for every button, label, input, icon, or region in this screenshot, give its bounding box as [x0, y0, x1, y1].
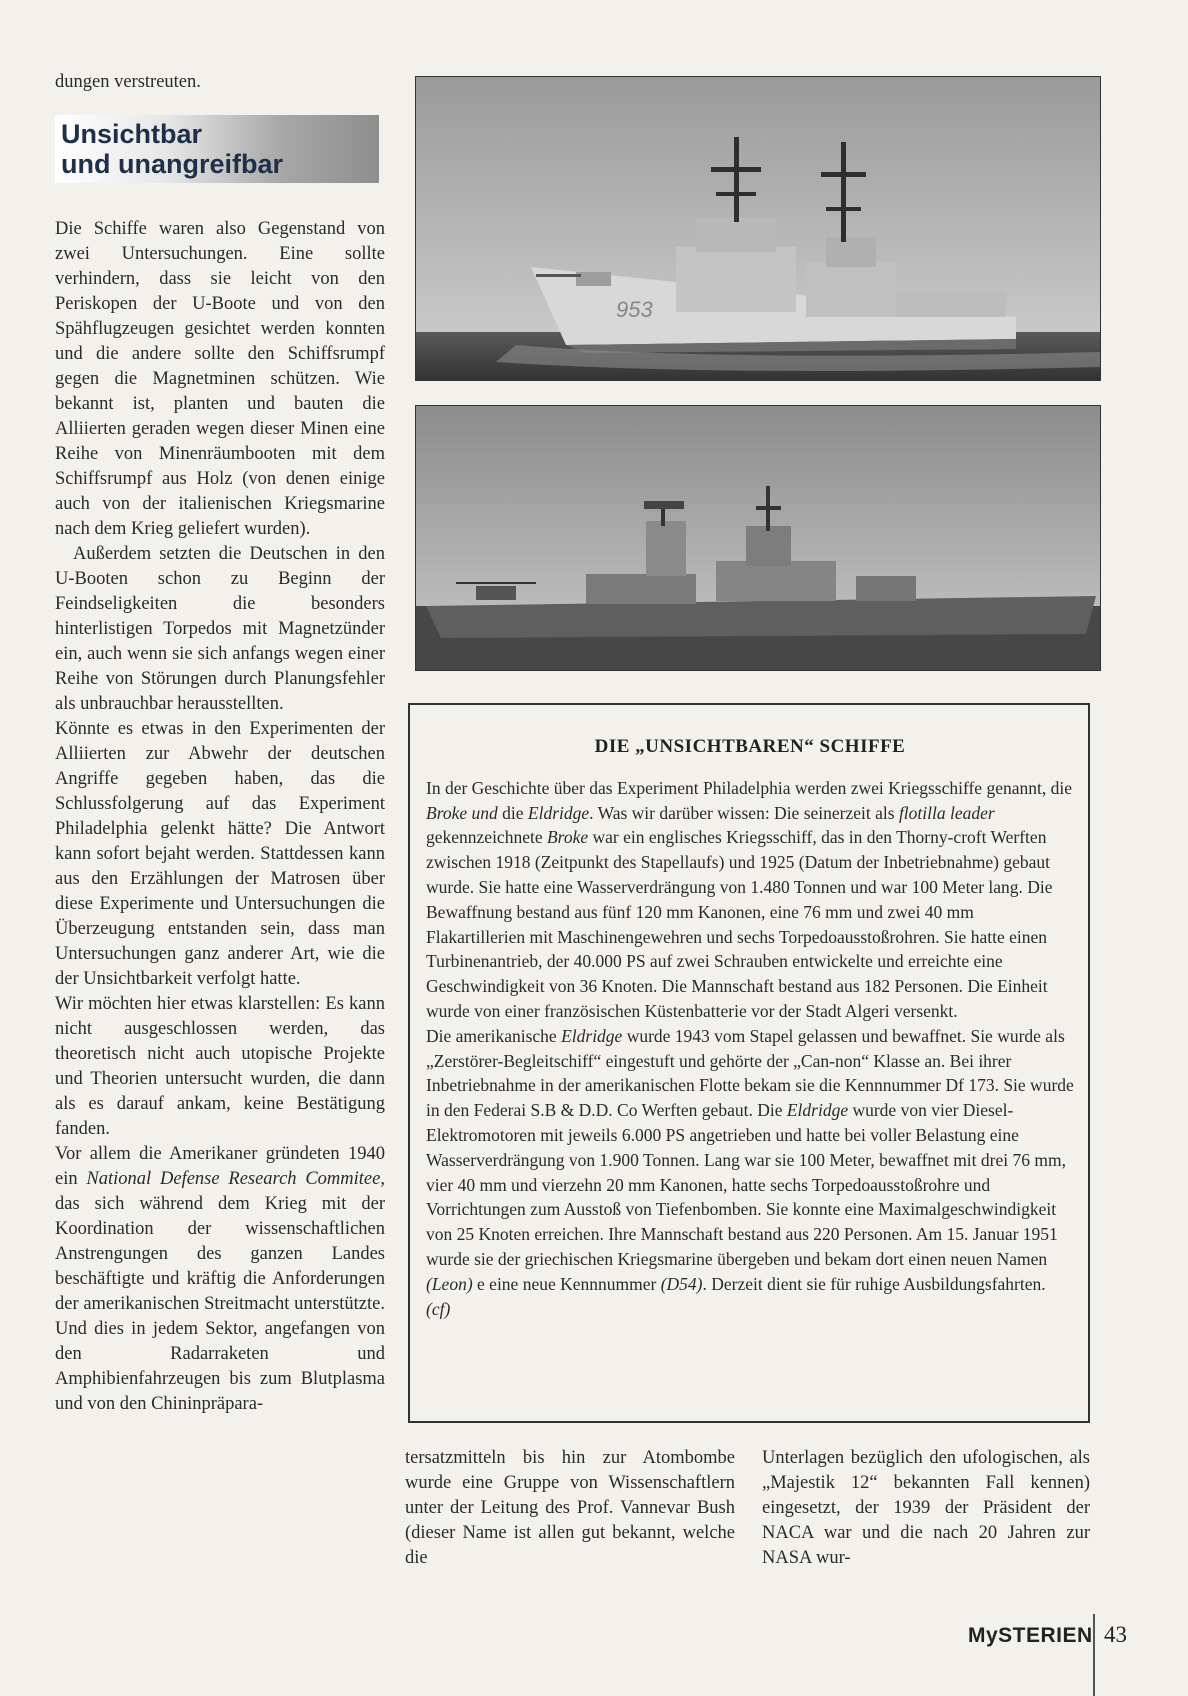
ship-name-eldridge: Eldridge: [786, 1100, 849, 1121]
hull-code-d54: (D54): [660, 1273, 703, 1294]
paragraph-5-committee-name: National Defense Research Commitee: [86, 1169, 381, 1189]
ship-name-broke: Broke: [546, 827, 589, 848]
section-heading: [55, 115, 379, 183]
ship-name-broke: Broke und: [426, 802, 498, 823]
middle-column: [405, 1446, 735, 1571]
paragraph-2: Außerdem setzten die Deutschen in den U-Booten schon zu Beginn der Feindseligkeiten die besonders hinterlistigen Torpedos mit Magnetzünder ein, auch wenn sie sich anfangs wegen einer Reihe von Störungen durch Planungsfehler als unbrauchbar herausstellten.: [55, 544, 385, 714]
box-p1-text: In der Geschichte über das Experiment Philadelphia werden zwei Kriegsschiffe genannt, die: [426, 777, 1072, 798]
paragraph-4: Wir möchten hier etwas klarstellen: Es kann nicht ausgeschlossen werden, das theoretisch nicht auch utopische Projekte und Theorien untersucht wurden, die dann als es darauf ankam, keine Bestätigung fanden.: [55, 994, 385, 1139]
heading-line-1: Unsichtbar: [61, 119, 203, 149]
box-p1-text: war ein englisches Kriegsschiff, das in den Thorny-croft Werften zwischen 1918 (Zeitpunkt des Stapellaufs) und 1925 (Datum der Inbetriebnahme) gebaut wurde. Sie hatte eine Wasserverdrängung von 1.480 Tonnen und war 100 Meter lang. Die Bewaffnung bestand aus fünf 120 mm Kanonen, eine 76 mm und zwei 40 mm Flakartillerien mit Maschinengewehren und sechs Torpedoausstoßrohren. Sie hatte einen Turbinenantrieb, der 40.000 PS auf zwei Schrauben entwickelte und erreichte eine Geschwindigkeit von 36 Knoten. Die Mannschaft bestand aus 182 Personen. Die Einheit wurde von einer französischen Küstenbatterie vor der Stadt Algeri versenkt.: [426, 827, 1053, 1021]
frigate-image: [416, 406, 1100, 670]
magazine-logo: MySTERIEN: [968, 1624, 1093, 1647]
box-title: DIE „UNSICHTBAREN“ SCHIFFE: [594, 736, 906, 757]
box-p2-text: wurde von vier Diesel-Elektromotoren mit jeweils 6.000 PS angetrieben und hatte bei voller Belastung eine Wasserverdrängung von 1.900 Tonnen. Lang war sie 100 Meter, bewaffnet mit drei 76 mm, vier 40 mm und vierzehn 20 mm Kanonen, hatte sechs Torpedoausstoßrohre und Vorrichtungen zum Ausstoß von Tiefenbomben. Sie konnte eine Maximalgeschwindigkeit von 25 Knoten erreichen. Ihre Mannschaft bestand aus 220 Personen. Am 15. Januar 1951 wurde sie der griechischen Kriegsmarine übergeben und bekam dort einen neuen Namen: [426, 1100, 1066, 1269]
paragraph-3: Könnte es etwas in den Experimenten der Alliierten zur Abwehr der deutschen Angriffe gegeben haben, das die Schlussfolgerung auf das Experiment Philadelphia gelenkt hätte? Die Antwort kann sofort bejaht werden. Stattdessen kann aus den Erzählungen der Matrosen über diese Experimente und Untersuchungen die Überzeugung entstanden sein, dass man Untersuchungen ganz anderer Art, wie die der Unsichtbarkeit verfolgt hatte.: [55, 719, 385, 989]
left-column: [55, 70, 385, 1417]
box-p1-text: . Was wir darüber wissen: Die seinerzeit als: [589, 802, 899, 823]
term-flotilla-leader: flotilla leader: [898, 802, 995, 823]
paragraph-5-text-b: , das sich während dem Krieg mit der Koordination der wissenschaftlichen Anstrengungen des ganzen Landes beschäftigte und kräftig die Anforderungen der amerikanischen Streitmacht unterstützte. Und dies in jedem Sektor, angefangen von den Radarraketen und Amphibienfahrzeugen bis zum Blutplasma und von den Chininpräpara-: [55, 1169, 385, 1414]
box-paragraph-1: [426, 776, 1074, 1024]
ship-photo-frigate: [415, 405, 1101, 671]
footer-divider: [1093, 1614, 1095, 1696]
ship-name-eldridge: Eldridge: [527, 802, 590, 823]
sidebar-box: [408, 703, 1090, 1423]
paragraph-5: [55, 1142, 385, 1417]
intro-fragment: dungen verstreuten.: [55, 72, 201, 92]
box-p2-text: . Derzeit dient sie für ruhige Ausbildungsfahrten.: [702, 1273, 1046, 1294]
ship-name-leon: (Leon): [426, 1273, 473, 1294]
box-paragraph-2: [426, 1024, 1074, 1322]
hull-number-text: 953: [616, 297, 653, 322]
box-p2-text: wurde 1943 vom Stapel gelassen und bewaffnet. Sie wurde als „Zerstörer-Begleitschiff“ eingestuft und gehörte der „Can-non“ Klasse an. Bei ihrer Inbetriebnahme in der amerikanischen Flotte bekam sie die Kennnummer Df 173. Sie wurde in den Federai S.B & D.D. Co Werften gebaut. Die: [426, 1025, 1074, 1121]
box-p1-text: die: [497, 802, 528, 823]
author-initials: (cf): [426, 1298, 451, 1319]
box-p1-text: gekennzeichnete: [426, 827, 547, 848]
ship-photo-destroyer: [415, 76, 1101, 381]
paragraph-1: Die Schiffe waren also Gegenstand von zwei Untersuchungen. Eine sollte verhindern, dass sie leicht von den Periskopen der U-Boote und von den Spähflugzeugen gesichtet werden konnten und die andere sollte den Schiffsrumpf gegen die Magnetminen schützen. Wie bekannt ist, planten und bauten die Alliierten geraden wegen dieser Minen eine Reihe von Minenräumbooten mit dem Schiffsrumpf aus Holz (von denen einige auch von der italienischen Kriegsmarine nach dem Krieg geliefert wurden).: [55, 219, 385, 539]
paragraph-5-text-a: Vor allem die Amerikaner gründeten 1940 ein: [55, 1144, 385, 1189]
right-column-text: Unterlagen bezüglich den ufologischen, als „Majestik 12“ bekannten Fall kennen) eingesetzt, der 1939 der Präsident der NACA war und die nach 20 Jahren zur NASA wur-: [762, 1448, 1090, 1568]
box-p2-text: Die amerikanische: [426, 1025, 562, 1046]
middle-column-text: tersatzmitteln bis hin zur Atombombe wurde eine Gruppe von Wissenschaftlern unter der Leitung des Prof. Vannevar Bush (dieser Name ist allen gut bekannt, welche die: [405, 1448, 735, 1568]
box-p2-text: e eine neue Kennnummer: [472, 1273, 661, 1294]
right-column: [762, 1446, 1090, 1571]
ship-name-eldridge: Eldridge: [561, 1025, 623, 1046]
destroyer-image: [416, 77, 1100, 380]
heading-line-2: und unangreifbar: [61, 149, 283, 179]
page-number: 43: [1104, 1622, 1127, 1647]
